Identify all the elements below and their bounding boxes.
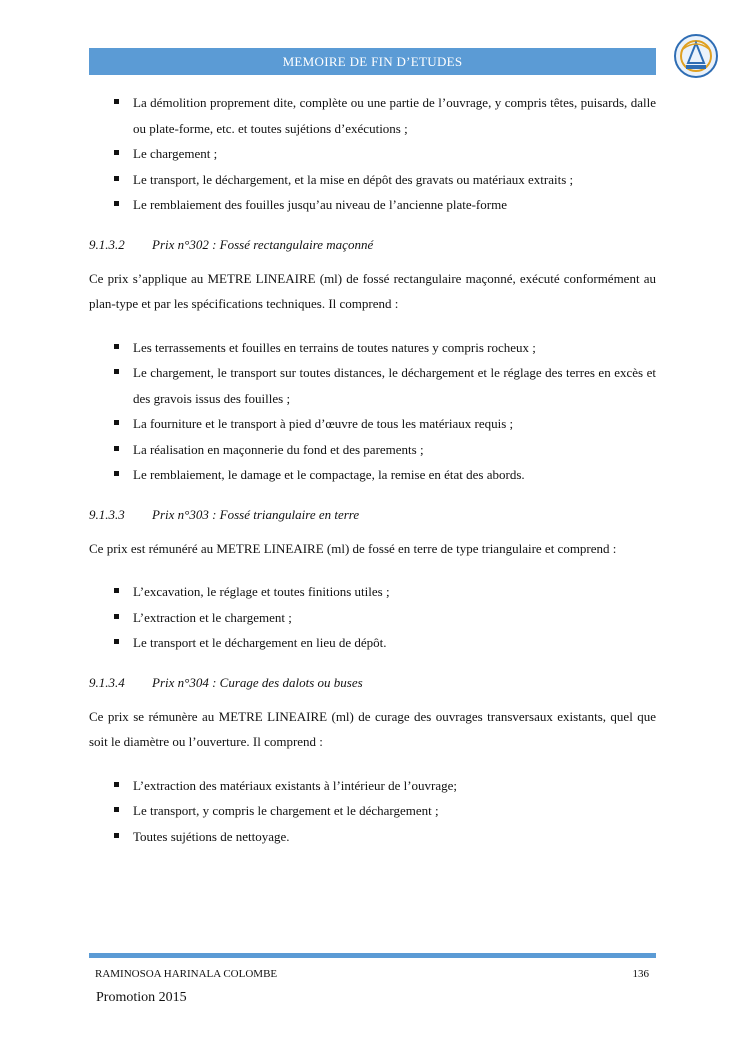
list-item: Le chargement ; <box>89 141 656 167</box>
section-paragraph: Ce prix s’applique au METRE LINEAIRE (ml) de fossé rectangulaire maçonné, exécuté conformément au plan-type et par les spécifications techniques. Il comprend : <box>89 270 656 311</box>
list-item: L’extraction des matériaux existants à l’intérieur de l’ouvrage; <box>89 773 656 799</box>
footer-rule <box>89 953 656 958</box>
list-item: Le remblaiement, le damage et le compactage, la remise en état des abords. <box>89 462 656 488</box>
promotion-label: Promotion 2015 <box>96 990 187 1005</box>
list-item: Le transport et le déchargement en lieu de dépôt. <box>89 630 656 656</box>
section-number: 9.1.3.4 <box>89 674 125 690</box>
section-list <box>89 773 656 850</box>
section-paragraph: Ce prix se rémunère au METRE LINEAIRE (ml) de curage des ouvrages transversaux existants, quel que soit le diamètre ou l’ouverture. Il comprend : <box>89 708 656 749</box>
section-heading <box>89 674 656 692</box>
school-emblem-icon <box>673 33 719 79</box>
list-item: Le transport, y compris le chargement et le déchargement ; <box>89 798 656 824</box>
section-list <box>89 579 656 656</box>
list-item: La fourniture et le transport à pied d’œuvre de tous les matériaux requis ; <box>89 411 656 437</box>
section-list <box>89 335 656 488</box>
list-item: Toutes sujétions de nettoyage. <box>89 824 656 850</box>
list-item: Le chargement, le transport sur toutes distances, le déchargement et le réglage des terres en excès et des gravois issus des fouilles ; <box>89 360 656 411</box>
document-title: MEMOIRE DE FIN D’ETUDES <box>282 53 463 69</box>
page-content <box>89 90 656 849</box>
section-number: 9.1.3.3 <box>89 506 125 522</box>
list-item: L’extraction et le chargement ; <box>89 605 656 631</box>
list-item: Le remblaiement des fouilles jusqu’au niveau de l’ancienne plate-forme <box>89 192 656 218</box>
intro-list <box>89 90 656 218</box>
page-number: 136 <box>632 968 649 980</box>
list-item: Les terrassements et fouilles en terrains de toutes natures y compris rocheux ; <box>89 335 656 361</box>
section-number: 9.1.3.2 <box>89 236 125 252</box>
list-item: La démolition proprement dite, complète ou une partie de l’ouvrage, y compris têtes, puisards, dalle ou plate-forme, etc. et toutes sujétions d’exécutions ; <box>89 90 656 141</box>
section-heading <box>89 506 656 524</box>
section-title: Prix n°302 : Fossé rectangulaire maçonné <box>152 236 374 252</box>
list-item: La réalisation en maçonnerie du fond et des parements ; <box>89 437 656 463</box>
section-title: Prix n°304 : Curage des dalots ou buses <box>152 674 363 690</box>
section-title: Prix n°303 : Fossé triangulaire en terre <box>152 506 360 522</box>
footer-author: RAMINOSOA HARINALA COLOMBE <box>95 968 278 980</box>
list-item: L’excavation, le réglage et toutes finitions utiles ; <box>89 579 656 605</box>
section-paragraph: Ce prix est rémunéré au METRE LINEAIRE (ml) de fossé en terre de type triangulaire et comprend : <box>89 540 617 556</box>
section-heading <box>89 236 656 254</box>
page-header <box>89 48 656 75</box>
list-item: Le transport, le déchargement, et la mise en dépôt des gravats ou matériaux extraits ; <box>89 167 656 193</box>
